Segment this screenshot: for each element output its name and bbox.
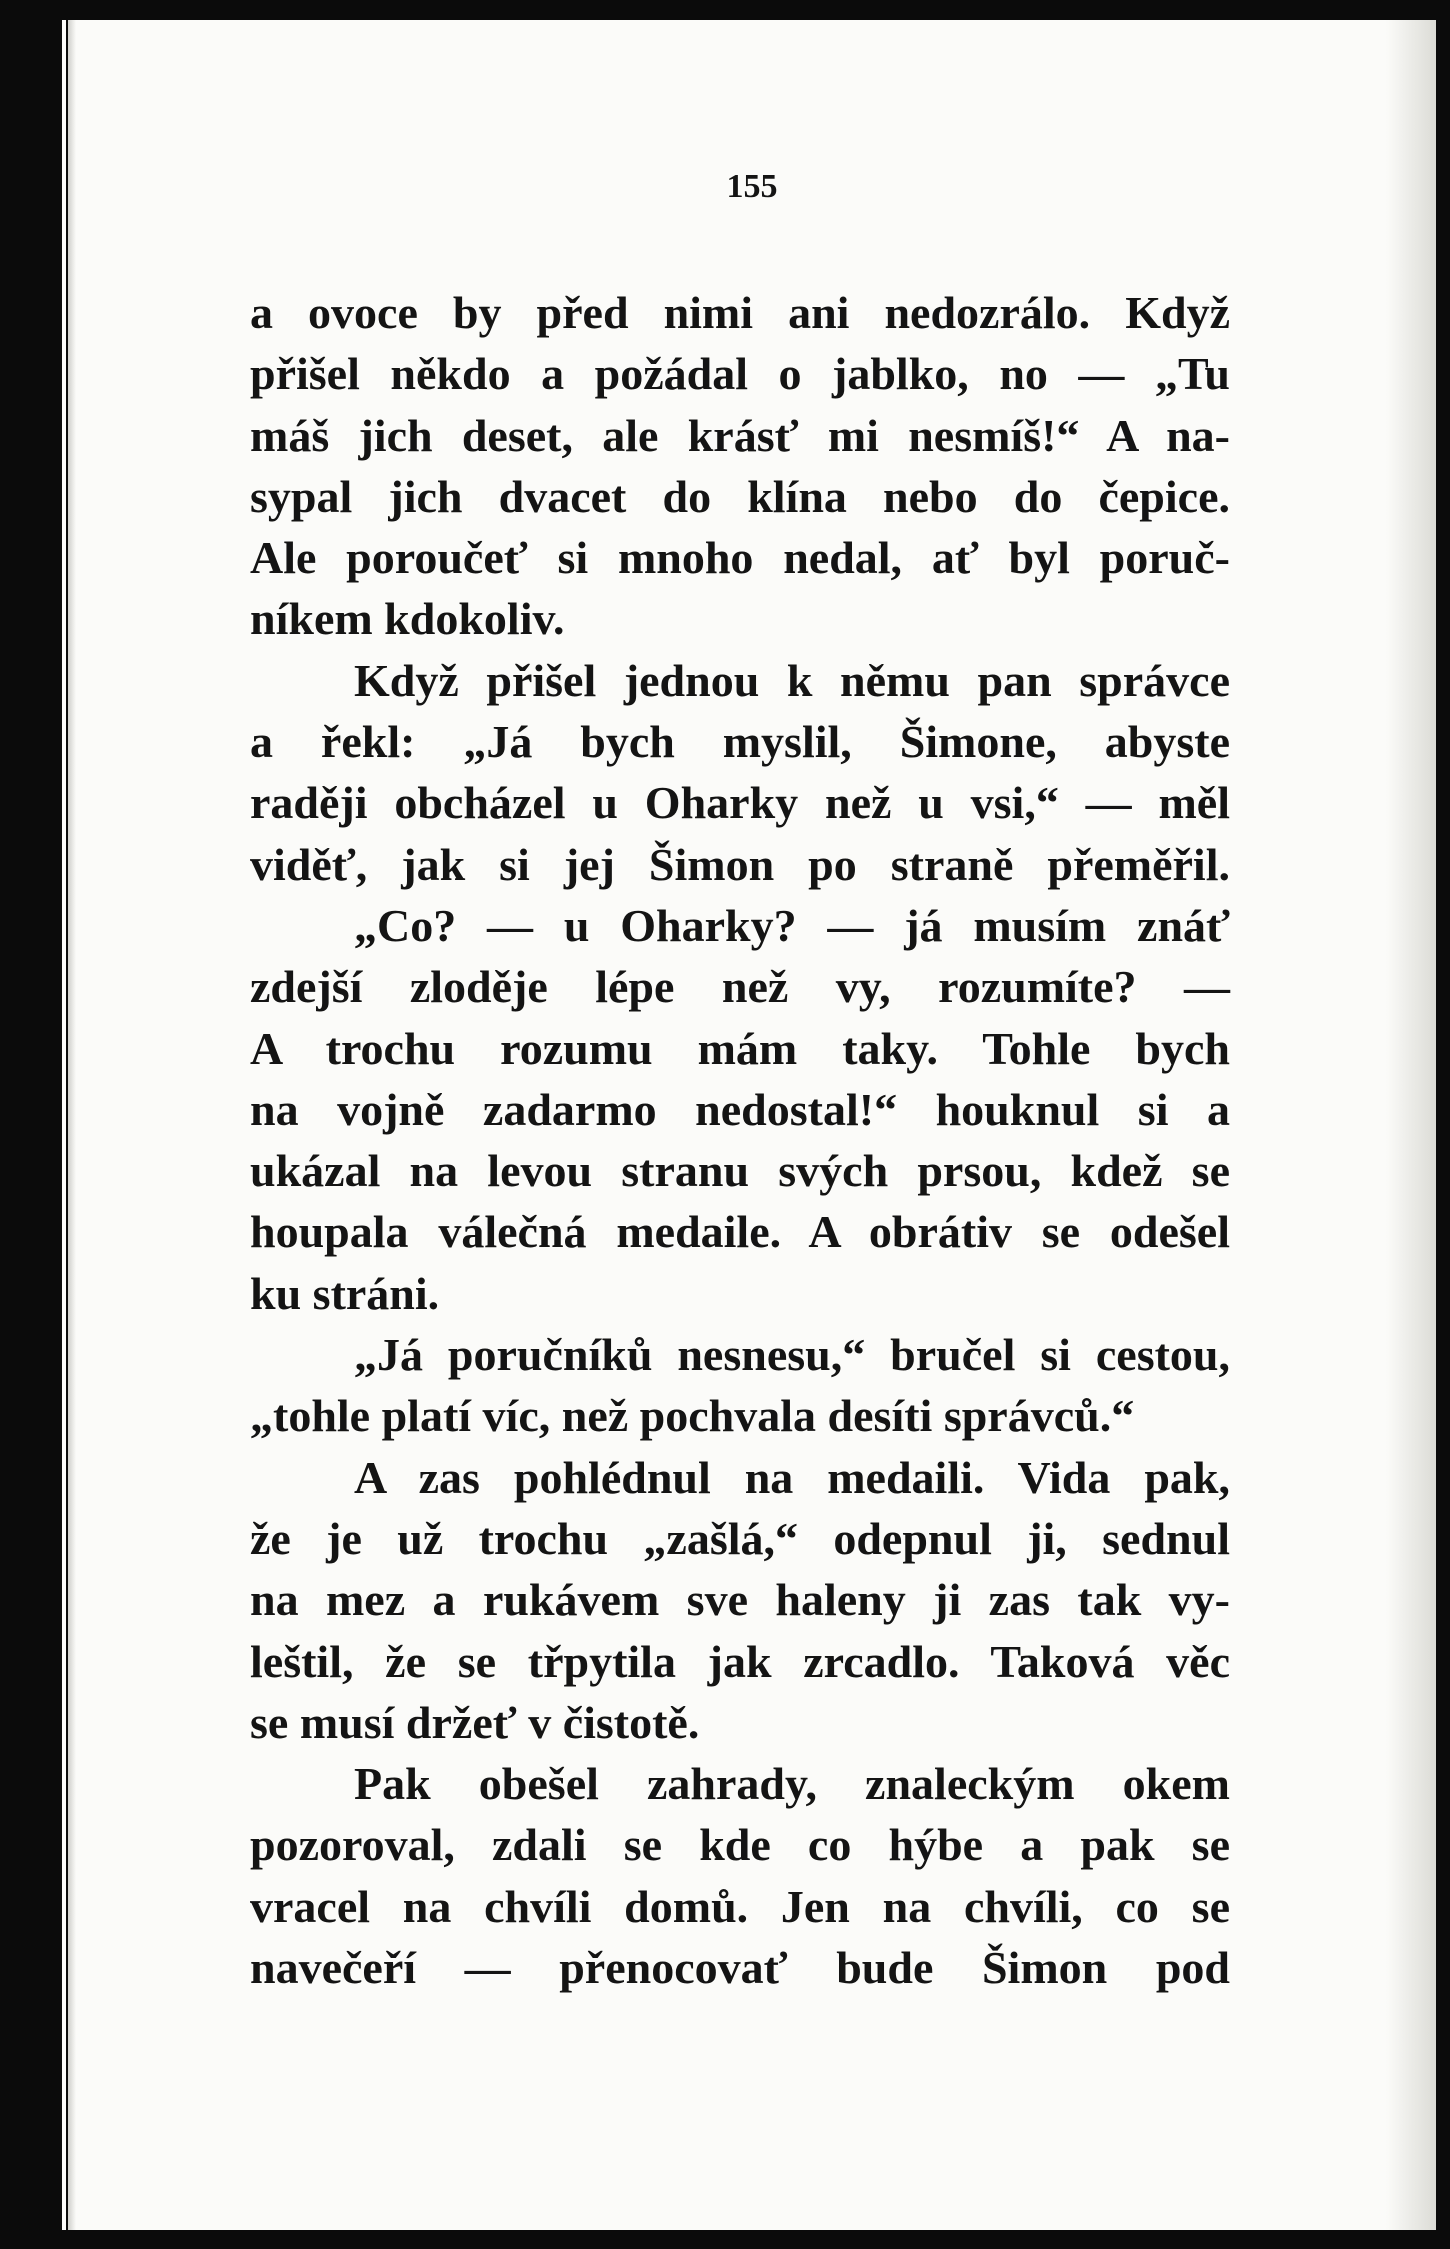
text-line: ukázal na levou stranu svých prsou, kdež se [250, 1145, 1230, 1197]
text-line: se musí držeť v čistotě. [250, 1696, 700, 1748]
text-line: sypal jich dvacet do klína nebo do čepice. [250, 470, 1230, 522]
book-page [68, 20, 1436, 2230]
text-line: Pak obešel zahrady, znaleckým okem [354, 1758, 1230, 1810]
text-line: raději obcházel u Oharky než u vsi,“ — měl [250, 777, 1230, 829]
text-line: vracel na chvíli domů. Jen na chvíli, co se [250, 1880, 1230, 1932]
gutter-shadow [68, 20, 76, 2230]
text-line: „Já poručníků nesnesu,“ bručel si cestou, [354, 1329, 1230, 1381]
text-line: zdejší zloděje lépe než vy, rozumíte? — [250, 961, 1230, 1013]
text-line: A zas pohlédnul na medaili. Vida pak, [354, 1451, 1230, 1503]
text-line: navečeří — přenocovať bude Šimon pod [250, 1942, 1230, 1994]
page-edge-shadow [1386, 20, 1436, 2230]
text-line: na vojně zadarmo nedostal!“ houknul si a [250, 1083, 1230, 1135]
binding-spine-line [62, 20, 66, 2230]
text-line: pozoroval, zdali se kde co hýbe a pak se [250, 1819, 1230, 1871]
text-line: níkem kdokoliv. [250, 593, 565, 645]
text-line: na mez a rukávem sve haleny ji zas tak vy- [250, 1574, 1230, 1626]
text-line: houpala válečná medaile. A obrátiv se odešel [250, 1206, 1230, 1258]
text-line: ku stráni. [250, 1267, 440, 1319]
text-line: viděť, jak si jej Šimon po straně přeměřil. [250, 838, 1230, 890]
text-line: „tohle platí víc, než pochvala desíti správců.“ [250, 1390, 1135, 1442]
page-body-text [250, 282, 1230, 1998]
page-number: 155 [726, 168, 778, 205]
text-line: a řekl: „Já bych myslil, Šimone, abyste [250, 716, 1230, 768]
text-line: máš jich deset, ale krásť mi nesmíš!“ A na- [250, 409, 1230, 461]
text-line: že je už trochu „zašlá,“ odepnul ji, sednul [250, 1512, 1230, 1564]
text-line: leštil, že se třpytila jak zrcadlo. Taková věc [250, 1635, 1230, 1687]
text-line: „Co? — u Oharky? — já musím znáť [354, 899, 1230, 951]
book-binding-edge [0, 0, 68, 2249]
text-line: Ale poroučeť si mnoho nedal, ať byl poruč- [250, 532, 1230, 584]
text-line: přišel někdo a požádal o jablko, no — „Tu [250, 348, 1230, 400]
text-line: A trochu rozumu mám taky. Tohle bych [250, 1022, 1230, 1074]
text-line: Když přišel jednou k němu pan správce [354, 654, 1230, 706]
text-line: a ovoce by před nimi ani nedozrálo. Když [250, 287, 1230, 338]
